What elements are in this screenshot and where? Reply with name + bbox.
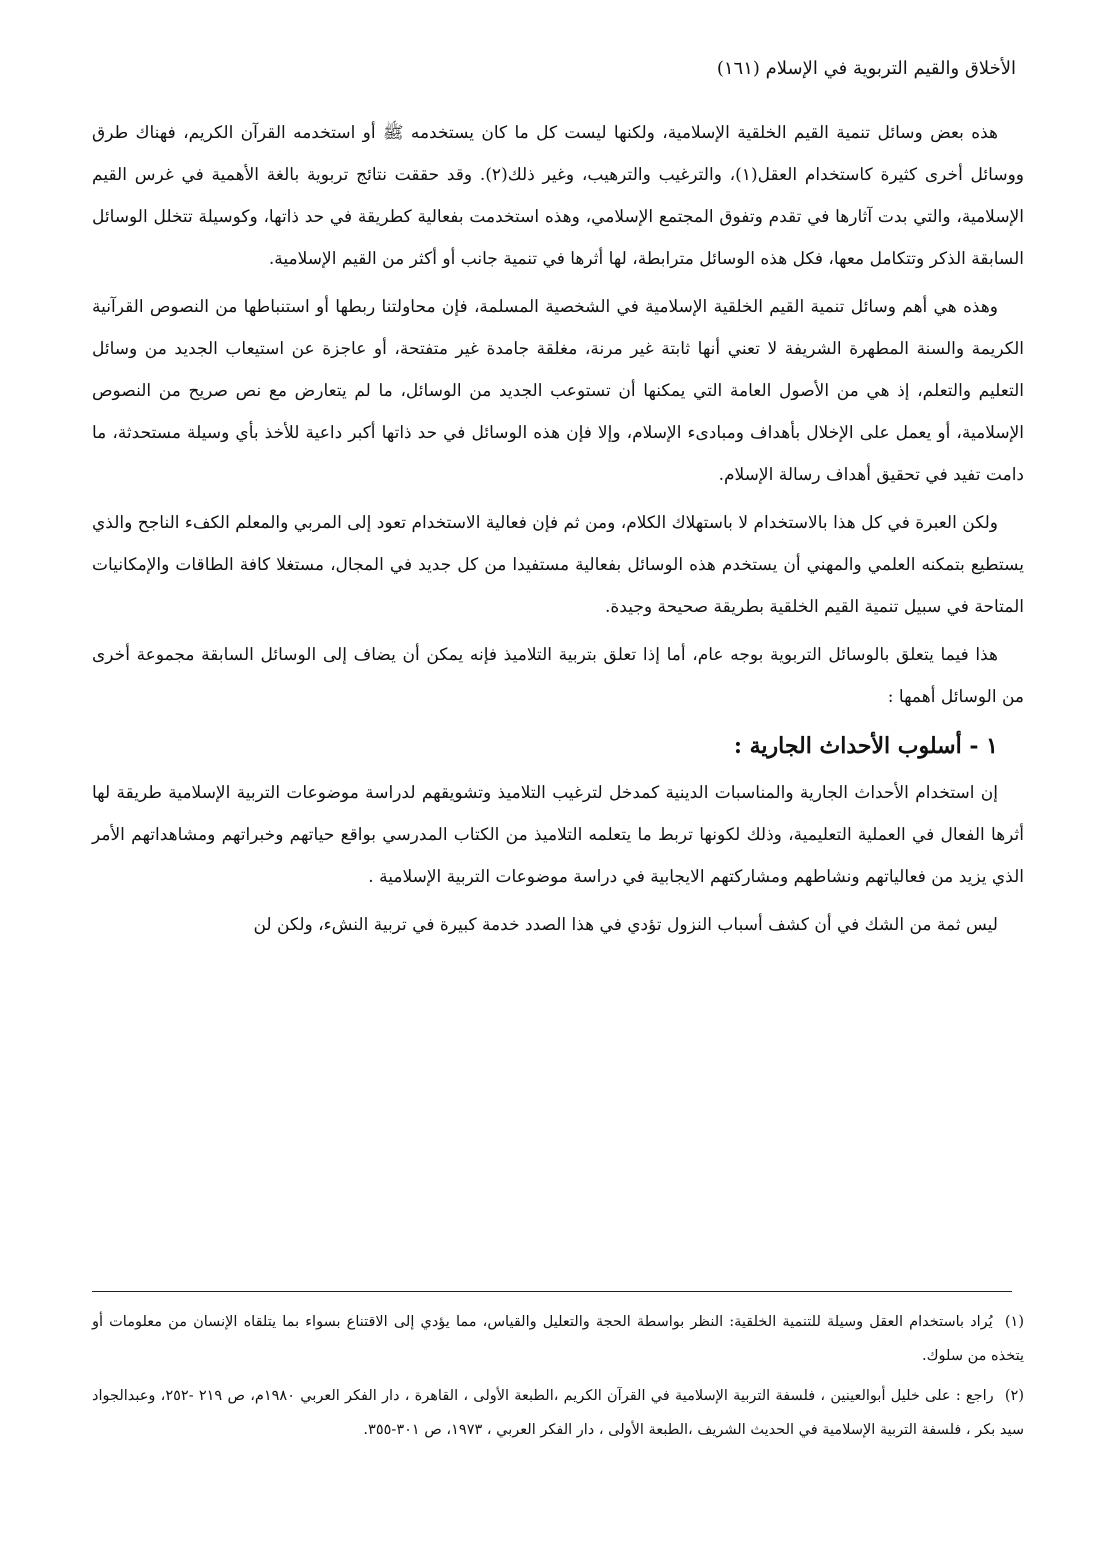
- main-text: [92, 112, 1024, 952]
- paragraph: هذا فيما يتعلق بالوسائل التربوية بوجه عام، أما إذا تعلق بتربية التلاميذ فإنه يمكن أن يضاف إلى الوسائل السابقة مجموعة أخرى من الوسائل أهمها :: [92, 645, 1024, 707]
- footnote-text: يُراد باستخدام العقل وسيلة للتنمية الخلقية: النظر بواسطة الحجة والتعليل والقياس، مما يؤدي إلى الاقتناع بسواء بما يتلقاه الإنسان من معلومات أو يتخذه من سلوك.: [92, 1314, 1024, 1364]
- paragraph: إن استخدام الأحداث الجارية والمناسبات الدينية كمدخل لترغيب التلاميذ وتشويقهم لدراسة موضوعات التربية الإسلامية طريقة لها أثرها الفعال في العملية التعليمية، وذلك لكونها تربط ما يتعلمه التلاميذ من الكتاب المدرسي بواقع حياتهم وخبراتهم ومشاهداتهم الأمر الذي يزيد من فعالياتهم ونشاطهم ومشاركتهم الايجابية في دراسة موضوعات التربية الإسلامية .: [92, 783, 1024, 887]
- footnote-marker: (١): [1004, 1314, 1025, 1330]
- footnote: [92, 1305, 1024, 1373]
- section-heading: ١ - أسلوب الأحداث الجارية :: [733, 733, 998, 759]
- footnote-marker: (٢): [1004, 1388, 1025, 1404]
- footnote: [92, 1379, 1024, 1447]
- running-header: [717, 58, 1016, 79]
- paragraph: ليس ثمة من الشك في أن كشف أسباب النزول تؤدي في هذا الصدد خدمة كبيرة في تربية النشء، ولكن لن: [253, 915, 998, 935]
- paragraph: هذه بعض وسائل تنمية القيم الخلقية الإسلامية، ولكنها ليست كل ما كان يستخدمه ﷺ أو استخدمه القرآن الكريم، فهناك طرق ووسائل أخرى كثيرة كاستخدام العقل(١)، والترغيب والترهيب، وغير ذلك(٢). وقد حققت نتائج تربوية بالغة الأهمية في غرس القيم الإسلامية، والتي بدت آثارها في تقدم وتفوق المجتمع الإسلامي، وهذه استخدمت بفعالية كطريقة في حد ذاتها، وكوسيلة تتخلل الوسائل السابقة الذكر وتتكامل معها، فكل هذه الوسائل مترابطة، لها أثرها في تنمية جانب أو أكثر من القيم الإسلامية.: [92, 123, 1024, 269]
- page-number: (١٦١): [716, 58, 760, 79]
- paragraph: وهذه هي أهم وسائل تنمية القيم الخلقية الإسلامية في الشخصية المسلمة، فإن محاولتنا ربطها أو استنباطها من النصوص القرآنية الكريمة والسنة المطهرة الشريفة لا تعني أنها ثابتة غير مرنة، مغلقة جامدة غير متفتحة، أو عاجزة عن استيعاب الجديد من وسائل التعليم والتعلم، إذ هي من الأصول العامة التي يمكنها أن تستوعب الجديد من الوسائل، ما لم يتعارض مع نص صريح من النصوص الإسلامية، أو يعمل على الإخلال بأهداف ومبادىء الإسلام، وإلا فإن هذه الوسائل في حد ذاتها أكبر داعية للأخذ بأي وسيلة مستحدثة، ما دامت تفيد في تحقيق أهداف رسالة الإسلام.: [92, 297, 1024, 485]
- footnote-text: راجع : على خليل أبوالعينين ، فلسفة التربية الإسلامية في القرآن الكريم ،الطبعة الأولى ، القاهرة ، دار الفكر العربي ١٩٨٠م، ص ٢١٩ -٢٥٢، وعبدالجواد سيد بكر ، فلسفة التربية الإسلامية في الحديث الشريف ،الطبعة الأولى ، دار الفكر العربي ، ١٩٧٣، ص ٣٠١-٣٥٥.: [92, 1388, 1024, 1438]
- footnotes: [92, 1305, 1024, 1453]
- running-title: الأخلاق والقيم التربوية في الإسلام: [765, 58, 1016, 79]
- paragraph: ولكن العبرة في كل هذا بالاستخدام لا باستهلاك الكلام، ومن ثم فإن فعالية الاستخدام تعود إلى المربي والمعلم الكفء الناجح والذي يستطيع بتمكنه العلمي والمهني أن يستخدم هذه الوسائل بفعالية مستفيدا من كل جديد في المجال، مستغلا كافة الطاقات والإمكانيات المتاحة في سبيل تنمية القيم الخلقية بطريقة صحيحة وجيدة.: [92, 513, 1024, 617]
- footnote-separator: [92, 1291, 1012, 1292]
